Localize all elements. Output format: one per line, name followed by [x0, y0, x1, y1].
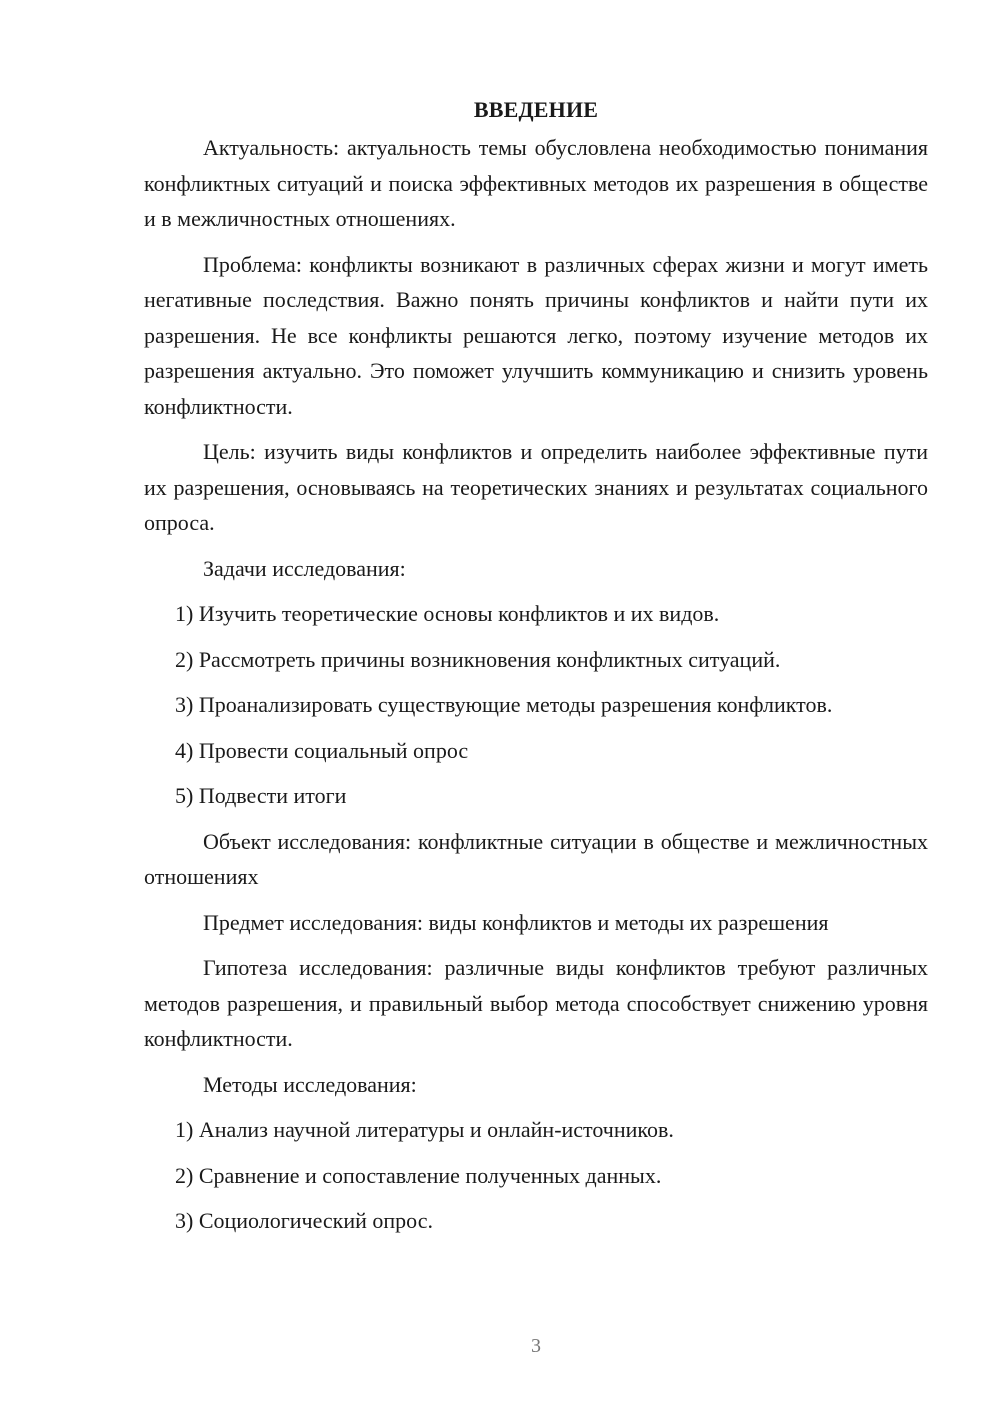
list-item: 2) Сравнение и сопоставление полученных данных. [175, 1162, 662, 1188]
object-paragraph: Объект исследования: конфликтные ситуации в обществе и межличностных отношениях [144, 828, 928, 889]
list-item: 3) Проанализировать существующие методы разрешения конфликтов. [175, 692, 833, 717]
list-item: 1) Анализ научной литературы и онлайн-источников. [175, 1117, 674, 1142]
problem-paragraph: Проблема: конфликты возникают в различных сферах жизни и могут иметь негативные последствия. Важно понять причины конфликтов и найти пути их разрешения. Не все конфликты решаются легко, поэтому изучение методов их разрешения актуально. Это поможет улучшить коммуникацию и снизить уровень конфликтности. [144, 251, 928, 419]
goal-paragraph: Цель: изучить виды конфликтов и определить наиболее эффективные пути их разрешения, основываясь на теоретических знаниях и результатах социального опроса. [144, 439, 928, 535]
list-item: 4) Провести социальный опрос [175, 737, 469, 763]
page-number: 3 [531, 1335, 541, 1357]
hypothesis-paragraph: Гипотеза исследования: различные виды конфликтов требуют различных методов разрешения, и правильный выбор метода способствует снижению уровня конфликтности. [144, 955, 928, 1051]
list-item: 2) Рассмотреть причины возникновения конфликтных ситуаций. [175, 646, 781, 672]
document-page [144, 92, 928, 1249]
subject-paragraph: Предмет исследования: виды конфликтов и методы их разрешения [203, 909, 829, 935]
list-item: 3) Социологический опрос. [175, 1208, 433, 1233]
list-item: 1) Изучить теоретические основы конфликтов и их видов. [175, 601, 720, 626]
page-title: ВВЕДЕНИЕ [473, 97, 599, 122]
list-item: 5) Подвести итоги [175, 783, 347, 808]
relevance-paragraph: Актуальность: актуальность темы обусловлена необходимостью понимания конфликтных ситуаций и поиска эффективных методов их разрешения в обществе и в межличностных отношениях. [144, 135, 928, 231]
methods-heading: Методы исследования: [203, 1071, 417, 1097]
tasks-list [144, 596, 928, 814]
tasks-heading: Задачи исследования: [203, 555, 406, 581]
methods-list [144, 1112, 928, 1239]
